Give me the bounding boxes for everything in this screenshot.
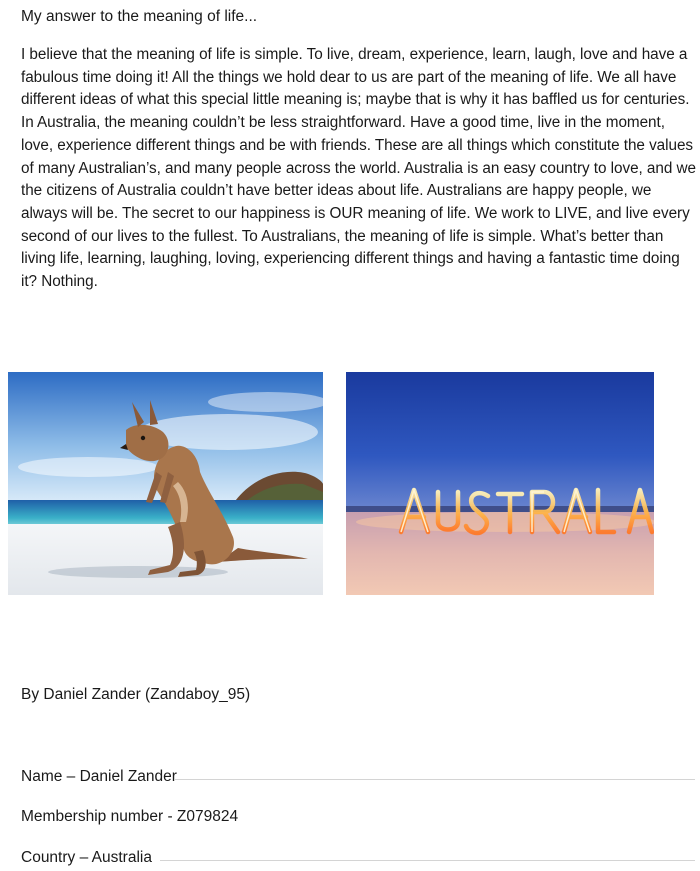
membership-number-line: Membership number - Z079824 [21,808,239,825]
essay-heading: My answer to the meaning of life... [21,8,258,25]
name-line: Name – Daniel Zander [21,768,177,785]
form-line [175,779,695,780]
kangaroo-photo-graphic [8,372,323,595]
kangaroo-photo [8,372,323,595]
byline: By Daniel Zander (Zandaboy_95) [21,686,251,703]
form-line [160,860,695,861]
australia-light-painting-photo [346,372,654,595]
australia-photo-graphic [346,372,654,595]
country-line: Country – Australia [21,849,152,866]
essay-body: I believe that the meaning of life is simple. To live, dream, experience, learn, laugh, love and have a fabulous time doing it! All the things we hold dear to us are part of the meaning of life. We all have different ideas of what this special little meaning is; maybe that is why it has baffled us for centuries. In Australia, the meaning couldn’t be less straightforward. Have a good time, live in the moment, love, experience different things and be with friends. These are all things which constitute the values of many Australian’s, and many people across the world. Australia is an easy country to love, and we the citizens of Australia couldn’t have better ideas about life. Australians are happy people, we always will be. The secret to our happiness is OUR meaning of life. We work to LIVE, and live every second of our lives to the fullest. To Australians, the meaning of life is simple. What’s better than living life, learning, laughing, loving, experiencing different things and having a fantastic time doing it? Nothing. [21,46,696,291]
